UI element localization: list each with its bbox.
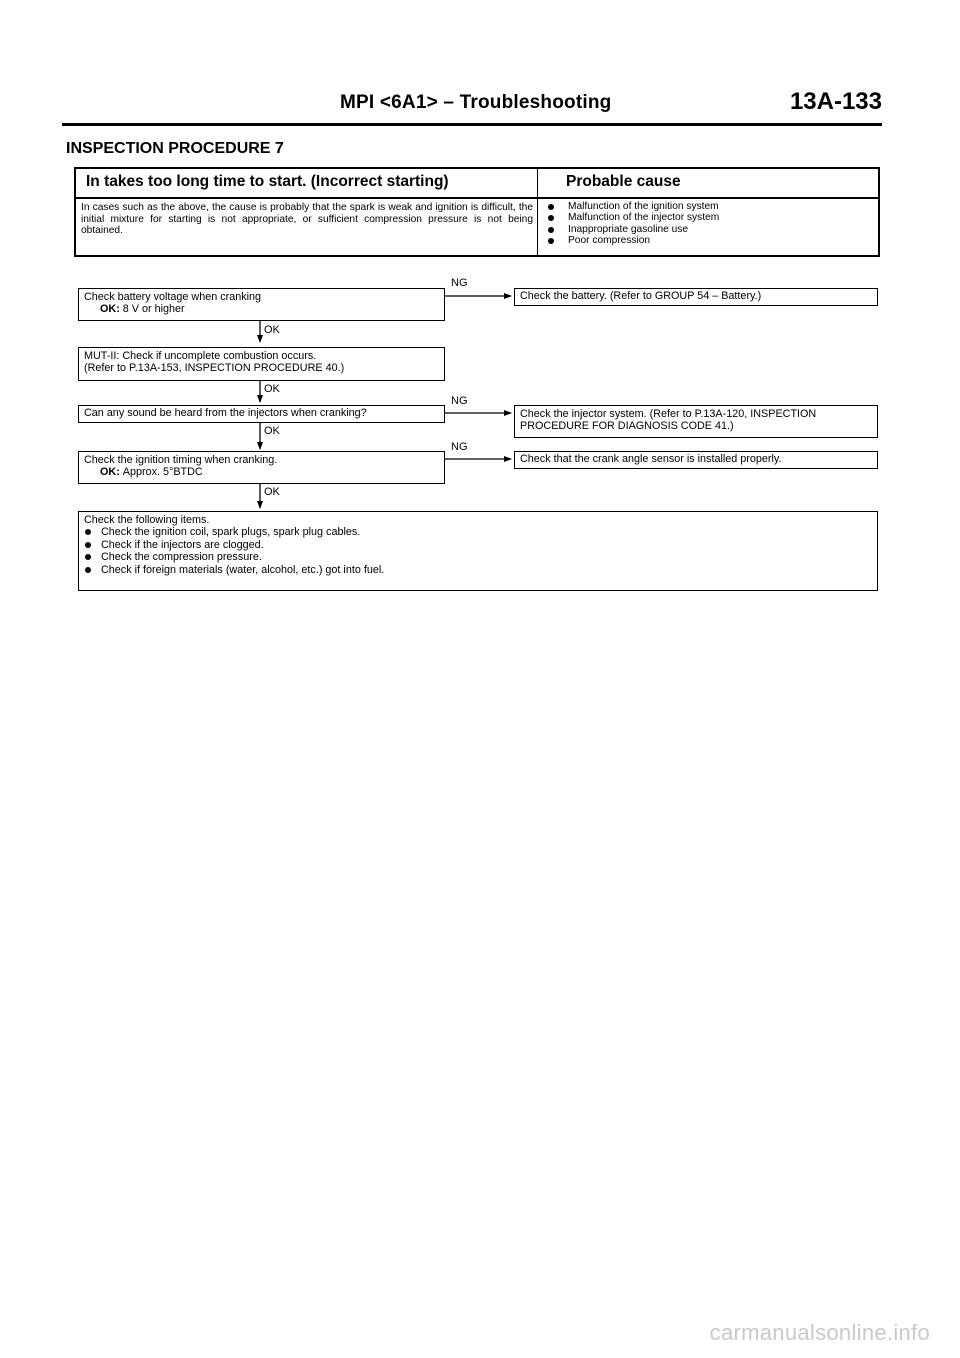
- step-battery-check: [78, 288, 445, 321]
- ok-label: OK:: [100, 466, 120, 479]
- symptom-description: In cases such as the above, the cause is probably that the spark is weak and ignition is difficult, the initial mixture for starting is not appropriate, or sufficient compression pressure is not being obtained.: [81, 202, 533, 237]
- final-check-item: Check the compression pressure.: [84, 551, 872, 563]
- cause-item: Poor compression: [546, 235, 719, 246]
- step-battery-ng: [514, 288, 878, 306]
- step-timing-text: Check the ignition timing when cranking.: [84, 454, 278, 466]
- step-injector-ng: [514, 405, 878, 438]
- table-header-rule: [76, 197, 878, 199]
- cause-list: [546, 201, 719, 247]
- step-mut-check: [78, 347, 445, 381]
- symptom-header: In takes too long time to start. (Incorrect starting): [86, 173, 449, 190]
- ng-label: NG: [451, 441, 468, 453]
- ok-label: OK: [264, 324, 280, 336]
- section-title: MPI <6A1> – Troubleshooting: [340, 92, 612, 113]
- cause-item: Inappropriate gasoline use: [546, 224, 719, 235]
- step-injector-ng-line1: Check the injector system. (Refer to P.13A-120, INSPECTION: [520, 408, 817, 420]
- step-battery-ng-text: Check the battery. (Refer to GROUP 54 – Battery.): [520, 290, 762, 302]
- ok-label: OK: [264, 383, 280, 395]
- procedure-title: INSPECTION PROCEDURE 7: [66, 140, 284, 157]
- cause-item: Malfunction of the ignition system: [546, 201, 719, 212]
- step-timing-ng: [514, 451, 878, 469]
- step-injector-sound: [78, 405, 445, 423]
- final-check-list: [84, 526, 872, 576]
- cause-item: Malfunction of the injector system: [546, 212, 719, 223]
- page-number: 13A-133: [789, 88, 882, 115]
- watermark: carmanualsonline.info: [709, 1320, 930, 1345]
- ok-value: 8 V or higher: [122, 303, 185, 316]
- ok-value: Approx. 5°BTDC: [122, 466, 203, 479]
- ng-label: NG: [451, 277, 468, 289]
- step-battery-text: Check battery voltage when cranking: [84, 291, 262, 303]
- problem-table: [74, 167, 880, 257]
- step-timing-ng-text: Check that the crank angle sensor is installed properly.: [520, 453, 782, 465]
- header-rule: [62, 123, 882, 126]
- final-check-item: Check if foreign materials (water, alcohol, etc.) got into fuel.: [84, 564, 872, 576]
- final-check-item: Check the ignition coil, spark plugs, spark plug cables.: [84, 526, 872, 538]
- step-mut-line2: (Refer to P.13A-153, INSPECTION PROCEDURE 40.): [84, 362, 345, 375]
- step-injector-text: Can any sound be heard from the injectors when cranking?: [84, 407, 367, 419]
- cause-header: Probable cause: [566, 173, 681, 190]
- final-check-item: Check if the injectors are clogged.: [84, 539, 872, 551]
- step-ignition-timing: [78, 451, 445, 484]
- ok-label: OK: [264, 486, 280, 498]
- ok-label: OK:: [100, 303, 120, 316]
- step-injector-ng-line2: PROCEDURE FOR DIAGNOSIS CODE 41.): [520, 420, 734, 433]
- ok-label: OK: [264, 425, 280, 437]
- ng-label: NG: [451, 395, 468, 407]
- step-mut-line1: MUT-II: Check if uncomplete combustion occurs.: [84, 350, 317, 362]
- final-title: Check the following items.: [84, 514, 210, 526]
- final-checks: [78, 511, 878, 591]
